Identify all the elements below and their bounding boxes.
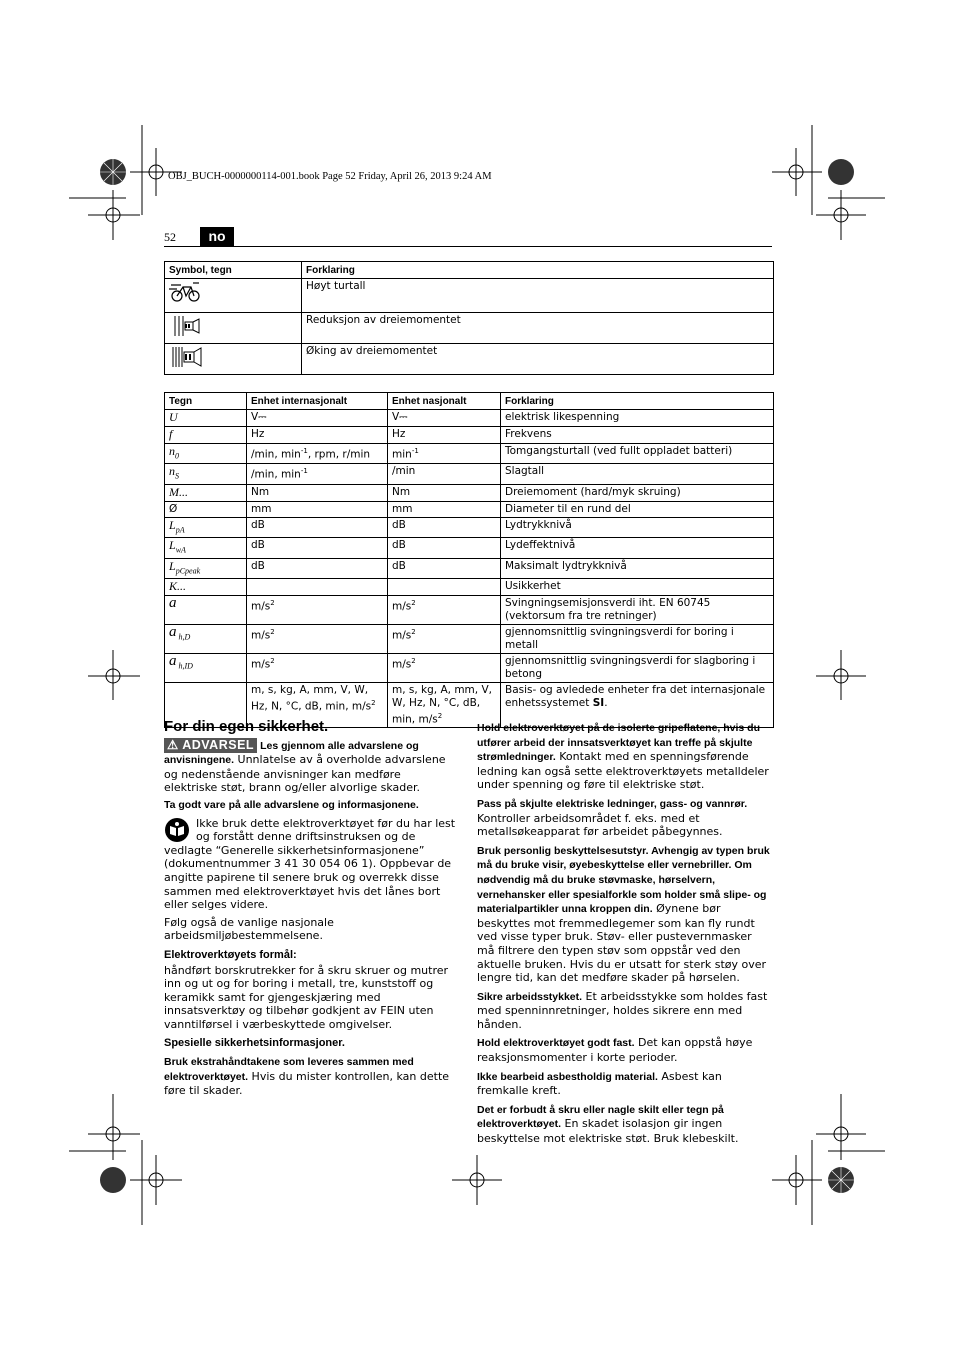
table-cell: Usikkerhet <box>501 578 774 595</box>
table-cell: M... <box>165 484 247 501</box>
table-cell: Frekvens <box>501 427 774 444</box>
table-header-row <box>165 393 774 410</box>
table-row <box>165 624 774 653</box>
table-cell: mm <box>388 501 501 517</box>
table-cell: $L_{wA}$ <box>165 538 247 558</box>
purpose-text: håndført borskrutrekker for å skru skruer og mutrer inn og ut og for boring i metall, tre, kunststoff og keramikk samt for gjengeskjæring med innsatsverktøy og tilbehør godkjent av FEIN uten vanntilførsel i værbeskyttede omgivelser. <box>164 963 449 1031</box>
manual-paragraph <box>164 817 457 912</box>
table-cell: Maksimalt lydtrykknivå <box>501 558 774 578</box>
table-cell: $\min^{-1}$ <box>388 444 501 464</box>
table-cell: Nm <box>247 484 388 501</box>
table-cell: $L_{pCpeak}$ <box>165 558 247 578</box>
table-cell: mm <box>247 501 388 517</box>
header-rule <box>164 246 772 247</box>
keep-instructions-text: Ta godt vare på alle advarslene og informasjonene. <box>164 798 419 811</box>
table-row <box>165 517 774 537</box>
table-row <box>165 410 774 427</box>
language-badge: no <box>200 227 234 246</box>
special-safety-heading: Spesielle sikkerhetsinformasjoner. <box>164 1037 345 1050</box>
column-header: Forklaring <box>302 262 774 279</box>
table-cell: V⎓ <box>247 410 388 427</box>
table-row <box>165 484 774 501</box>
column-header: Enhet nasjonalt <box>388 393 501 410</box>
warning-bold-text: Les gjennom alle advarslene og anvisningene. <box>164 739 419 767</box>
table-cell: elektrisk likespenning <box>501 410 774 427</box>
table-cell: dB <box>247 538 388 558</box>
table-cell: dB <box>247 558 388 578</box>
right-column <box>477 721 772 1151</box>
safety-paragraph: Det er forbudt å skru eller nagle skilt eller tegn på elektroverktøyet. En skadet isolasjon gir ingen beskyttelse mot elektriske støt. Bruk klebeskilt. <box>477 1103 739 1146</box>
table-cell: U <box>165 410 247 427</box>
table-cell: dB <box>247 517 388 537</box>
table-cell: Lydeffektnivå <box>501 538 774 558</box>
table-cell: Slagtall <box>501 464 774 484</box>
safety-paragraph: Hold elektroverktøyet godt fast. Det kan oppstå høye reaksjonsmomenter i korte perioder. <box>477 1036 753 1065</box>
column-header: Tegn <box>165 393 247 410</box>
table-cell: a $_{h,D}$ <box>165 624 247 653</box>
table-cell: m, s, kg, A, mm, V, W, Hz, N, °C, dB, min, $m/s^2$ <box>247 682 388 728</box>
unit-table <box>164 392 774 728</box>
table-cell: $m/s^2$ <box>388 595 501 624</box>
table-cell: $n_0$ <box>165 444 247 464</box>
table-cell: Tomgangsturtall (ved fullt oppladet batteri) <box>501 444 774 464</box>
table-cell: Nm <box>388 484 501 501</box>
table-cell: /min, $\min^{-1}$ <box>247 464 388 484</box>
extra-handle-paragraph: Bruk ekstrahåndtakene som leveres sammen med elektroverktøyet. Hvis du mister kontrollen, kan dette føre til skader. <box>164 1056 450 1098</box>
table-cell: $m/s^2$ <box>247 653 388 682</box>
table-cell: Øking av dreiemomentet <box>302 344 774 375</box>
table-cell: $m/s^2$ <box>388 653 501 682</box>
table-cell: Hz <box>247 427 388 444</box>
table-row <box>165 595 774 624</box>
table-row <box>165 344 774 375</box>
table-cell: dB <box>388 538 501 558</box>
table-cell: $m/s^2$ <box>247 624 388 653</box>
table-row <box>165 653 774 682</box>
table-row <box>165 558 774 578</box>
table-cell: dB <box>388 517 501 537</box>
table-cell: Diameter til en rund del <box>501 501 774 517</box>
table-cell: gjennomsnittlig svingningsverdi for slagboring i betong <box>501 653 774 682</box>
table-cell: V⎓ <box>388 410 501 427</box>
left-column <box>164 720 457 1102</box>
table-cell: $m/s^2$ <box>247 595 388 624</box>
safety-paragraph: Hold elektroverktøyet på de isolerte gripeflatene, hvis du utfører arbeid der innsatsverktøyet kan treffe på skjulte strømledninger. Kontakt med en spenningsførende ledning kan også sette elektroverktøyets metalldeler under spenning og føre til elektriske støt. <box>477 722 769 792</box>
table-cell: Ø <box>165 501 247 517</box>
warning-label: ⚠ ADVARSEL <box>164 738 257 754</box>
table-row <box>165 538 774 558</box>
safety-paragraph: Sikre arbeidsstykket. Et arbeidsstykke som holdes fast med spenninnretninger, holdes sikrere enn med hånden. <box>477 989 768 1031</box>
warning-text: Unnlatelse av å overholde advarslene og nedenstående anvisninger kan medføre elektriske støt, brann og/eller alvorlige skader. <box>164 753 446 795</box>
table-cell: m, s, kg, A, mm, V, W, Hz, N, °C, dB, min, $m/s^2$ <box>388 682 501 728</box>
manual-text: Ikke bruk dette elektroverktøyet før du har lest og forstått denne driftsinstruksen og de vedlagte “Generelle sikkerhetsinformasjonene” (dokumentnummer 3 41 30 054 06 1). Oppbevar de angitte papirene til senere bruk og overrekk disse sammen med elektroverktøyet hvis det lånes bort eller selges videre. <box>164 816 456 912</box>
regulations-text: Følg også de vanlige nasjonale arbeidsmiljøbestemmelsene. <box>164 915 334 943</box>
symbol-table <box>164 261 774 375</box>
table-cell: /min, $\min^{-1}$, rpm, r/min <box>247 444 388 464</box>
table-cell: $L_{pA}$ <box>165 517 247 537</box>
safety-paragraph: Bruk personlig beskyttelsesutstyr. Avhengig av typen bruk må du bruke visir, øyebeskyttelse eller vernebriller. Om nødvendig må du bruke støvmaske, hørselvern, vernehansker eller spesialforkle som holder små slipe- og materialpartikler unna kroppen din. Øynene bør beskyttes mot fremmedlegemer som kan fly rundt ved visse typer bruk. Støv- eller pustevernmasker må filtrere den typen støv som oppstår ved den aktuelle bruken. Hvis du er utsatt for sterk støy over lengre tid, kan det medføre skader på hørselen. <box>477 844 770 985</box>
table-cell: $n_S$ <box>165 464 247 484</box>
bicycle-speed-icon <box>169 280 203 304</box>
table-cell: gjennomsnittlig svingningsverdi for boring i metall <box>501 624 774 653</box>
table-cell: dB <box>388 558 501 578</box>
table-row <box>165 279 774 313</box>
table-cell: a $_{h,ID}$ <box>165 653 247 682</box>
table-row <box>165 501 774 517</box>
safety-paragraph: Ikke bearbeid asbestholdig material. Asbest kan fremkalle kreft. <box>477 1069 722 1098</box>
table-cell: $m/s^2$ <box>388 624 501 653</box>
table-cell: Høyt turtall <box>302 279 774 313</box>
table-cell: Basis- og avledede enheter fra det internasjonale enhetssystemet SI. <box>501 682 774 728</box>
table-row <box>165 578 774 595</box>
table-row <box>165 313 774 344</box>
table-cell: K... <box>165 578 247 595</box>
table-cell <box>388 578 501 595</box>
table-row <box>165 464 774 484</box>
page-number: 52 <box>164 230 176 244</box>
table-cell: Hz <box>388 427 501 444</box>
table-cell <box>247 578 388 595</box>
table-cell: /min <box>388 464 501 484</box>
column-header: Symbol, tegn <box>165 262 302 279</box>
table-row <box>165 444 774 464</box>
read-manual-icon <box>164 817 190 843</box>
column-header: Enhet internasjonalt <box>247 393 388 410</box>
warning-paragraph <box>164 738 457 795</box>
torque-increase-icon <box>169 345 203 369</box>
table-cell: a <box>165 595 247 624</box>
table-row <box>165 427 774 444</box>
table-cell: Svingningsemisjonsverdi iht. EN 60745 (vektorsum fra tre retninger) <box>501 595 774 624</box>
table-cell: Reduksjon av dreiemomentet <box>302 313 774 344</box>
table-cell: f <box>165 427 247 444</box>
safety-paragraph: Pass på skjulte elektriske ledninger, gass- og vannrør. Kontroller arbeidsområdet f. eks. med et metallsøkeapparat før arbeidet påbegynnes. <box>477 797 748 839</box>
column-header: Forklaring <box>501 393 774 410</box>
torque-decrease-icon <box>169 314 203 338</box>
safety-heading: For din egen sikkerhet. <box>164 718 329 735</box>
print-header-line: OBJ_BUCH-0000000114-001.book Page 52 Friday, April 26, 2013 9:24 AM <box>168 171 492 182</box>
table-cell: Lydtrykknivå <box>501 517 774 537</box>
purpose-heading: Elektroverktøyets formål: <box>164 948 297 961</box>
table-header-row <box>165 262 774 279</box>
table-cell: Dreiemoment (hard/myk skruing) <box>501 484 774 501</box>
